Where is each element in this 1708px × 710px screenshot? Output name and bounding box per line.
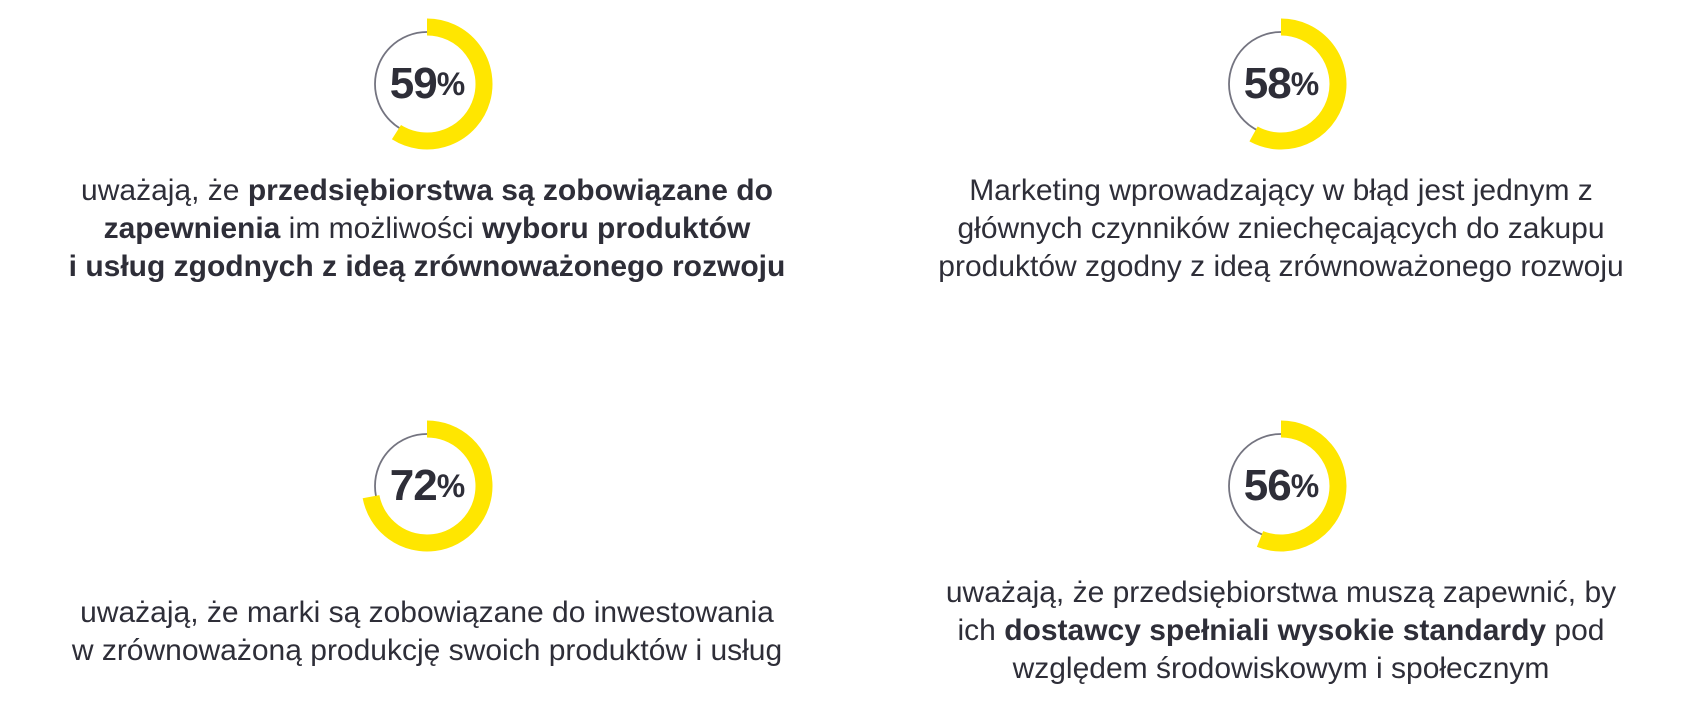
stat-card-58 xyxy=(854,16,1708,286)
donut-chart-58 xyxy=(1213,16,1349,152)
stat-caption xyxy=(69,172,786,286)
caption-text: pod xyxy=(1546,614,1605,647)
caption-text: głównych czynników zniechęcających do zakupu xyxy=(957,212,1605,245)
percent-label: 72 % xyxy=(389,461,465,510)
caption-text-bold: i usług zgodnych z ideą zrównoważonego rozwoju xyxy=(68,250,786,283)
caption-text: w zrównoważoną produkcję swoich produktów i usług xyxy=(71,634,783,667)
caption-line xyxy=(72,632,782,670)
stat-card-59 xyxy=(0,16,854,286)
caption-text-bold: wyboru produktów xyxy=(482,212,751,245)
stat-caption xyxy=(72,594,782,670)
caption-line xyxy=(946,612,1616,650)
caption-text: uważają, że przedsiębiorstwa muszą zapewnić, by xyxy=(945,576,1617,609)
caption-text: uważają, że xyxy=(81,174,248,207)
stats-row-top xyxy=(0,0,1708,286)
caption-line xyxy=(69,248,786,286)
caption-text: ich xyxy=(957,614,1005,647)
donut-chart-59 xyxy=(359,16,495,152)
caption-line xyxy=(946,574,1616,612)
caption-text-bold: przedsiębiorstwa są zobowiązane do xyxy=(247,174,773,207)
stats-row-bottom xyxy=(0,286,1708,688)
caption-text: im możliwości xyxy=(280,212,483,245)
stat-card-56 xyxy=(854,418,1708,688)
caption-text: produktów zgodny z ideą zrównoważonego rozwoju xyxy=(938,250,1624,283)
donut-chart-56 xyxy=(1213,418,1349,554)
stat-card-72 xyxy=(0,418,854,688)
caption-line xyxy=(938,210,1623,248)
stat-caption xyxy=(938,172,1623,286)
caption-text: uważają, że marki są zobowiązane do inwestowania xyxy=(80,596,774,629)
percent-sign: % xyxy=(1290,65,1319,102)
caption-text-bold: zapewnienia xyxy=(103,212,281,245)
percent-label: 58 % xyxy=(1243,59,1319,108)
caption-text: Marketing wprowadzający w błąd jest jednym z xyxy=(969,174,1593,207)
caption-line xyxy=(69,172,786,210)
caption-line xyxy=(72,594,782,632)
stat-caption xyxy=(946,574,1616,688)
caption-line xyxy=(938,172,1623,210)
caption-line xyxy=(946,650,1616,688)
donut-chart-72 xyxy=(359,418,495,554)
percent-sign: % xyxy=(1290,467,1319,504)
percent-sign: % xyxy=(436,65,465,102)
caption-line xyxy=(938,248,1623,286)
percent-label: 56 % xyxy=(1243,461,1319,510)
percent-label: 59 % xyxy=(389,59,465,108)
caption-text: względem środowiskowym i społecznym xyxy=(1012,652,1550,685)
caption-line xyxy=(69,210,786,248)
percent-sign: % xyxy=(436,467,465,504)
caption-text-bold: dostawcy spełniali wysokie standardy xyxy=(1004,614,1547,647)
